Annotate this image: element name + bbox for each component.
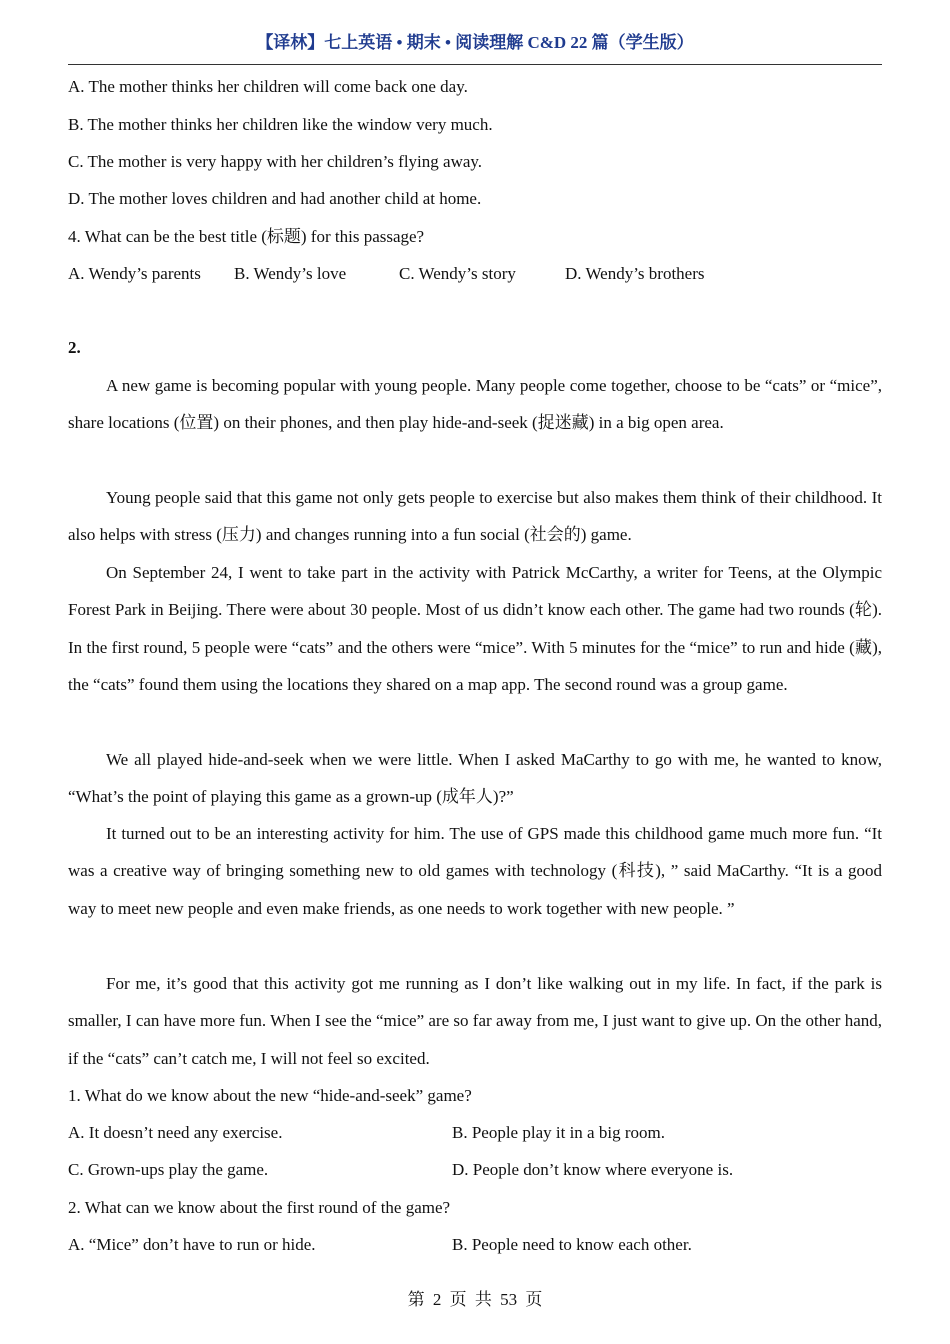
passage-paragraph-2: Young people said that this game not only gets people to exercise but also makes them think of their childhood. It also helps with stress (压力) and changes running into a fun social (社会的) game. bbox=[68, 488, 882, 545]
option-q2-a: A. “Mice” don’t have to run or hide. bbox=[68, 1235, 316, 1254]
option-q4-d: D. Wendy’s brothers bbox=[565, 264, 705, 283]
page-number-footer: 第 2 页 共 53 页 bbox=[407, 1290, 543, 1309]
passage-paragraph-6: For me, it’s good that this activity got me running as I don’t like walking out in my life. In fact, if the park is smaller, I can have more fun. When I see the “mice” are so far away from me, I just want to give up. On the other hand, if the “cats” can’t catch me, I will not feel so excited. bbox=[68, 974, 882, 1068]
question-1-stem: 1. What do we know about the new “hide-and-seek” game? bbox=[68, 1086, 472, 1105]
option-q4-c: C. Wendy’s story bbox=[399, 264, 516, 283]
question-1-options-row-2 bbox=[68, 1159, 882, 1181]
option-q1-a: A. It doesn’t need any exercise. bbox=[68, 1123, 283, 1142]
option-q3-b: B. The mother thinks her children like the window very much. bbox=[68, 115, 493, 134]
document-header-title: 【译林】七上英语 • 期末 • 阅读理解 C&D 22 篇（学生版） bbox=[256, 33, 694, 52]
question-2-stem: 2. What can we know about the first round of the game? bbox=[68, 1198, 451, 1217]
option-q3-c: C. The mother is very happy with her children’s flying away. bbox=[68, 152, 483, 171]
question-1-options-row-1 bbox=[68, 1122, 882, 1144]
question-4-stem: 4. What can be the best title (标题) for this passage? bbox=[68, 227, 425, 246]
option-q1-d: D. People don’t know where everyone is. bbox=[452, 1160, 734, 1179]
passage-paragraph-1: A new game is becoming popular with young people. Many people come together, choose to be “cats” or “mice”, share locations (位置) on their phones, and then play hide-and-seek (捉迷藏) in a big open area. bbox=[68, 376, 882, 433]
passage-paragraph-4: We all played hide-and-seek when we were little. When I asked MaCarthy to go with me, he wanted to know, “What’s the point of playing this game as a grown-up (成年人)?” bbox=[68, 750, 882, 807]
option-q4-a: A. Wendy’s parents bbox=[68, 264, 201, 283]
passage-paragraph-3: On September 24, I went to take part in the activity with Patrick McCarthy, a writer for Teens, at the Olympic Forest Park in Beijing. There were about 30 people. Most of us didn’t know each other. The game had two rounds (轮). In the first round, 5 people were “cats” and the others were “mice”. With 5 minutes for the “mice” to run and hide (藏), the “cats” found them using the locations they shared on a map app. The second round was a group game. bbox=[68, 563, 882, 694]
option-q2-b: B. People need to know each other. bbox=[452, 1235, 692, 1254]
question-4-options bbox=[68, 263, 882, 285]
option-q3-a: A. The mother thinks her children will come back one day. bbox=[68, 77, 468, 96]
option-q3-d: D. The mother loves children and had another child at home. bbox=[68, 189, 482, 208]
section-number: 2. bbox=[68, 338, 81, 357]
option-q1-b: B. People play it in a big room. bbox=[452, 1123, 665, 1142]
passage-paragraph-5: It turned out to be an interesting activity for him. The use of GPS made this childhood game much more fun. “It was a creative way of bringing something new to old games with technology (科技), ” said MaCarthy. “It is a good way to meet new people and even make friends, as one needs to work together with new people. ” bbox=[68, 824, 882, 918]
option-q4-b: B. Wendy’s love bbox=[234, 264, 347, 283]
question-2-options-row-1 bbox=[68, 1234, 882, 1256]
option-q1-c: C. Grown-ups play the game. bbox=[68, 1160, 269, 1179]
header-divider bbox=[68, 64, 882, 65]
